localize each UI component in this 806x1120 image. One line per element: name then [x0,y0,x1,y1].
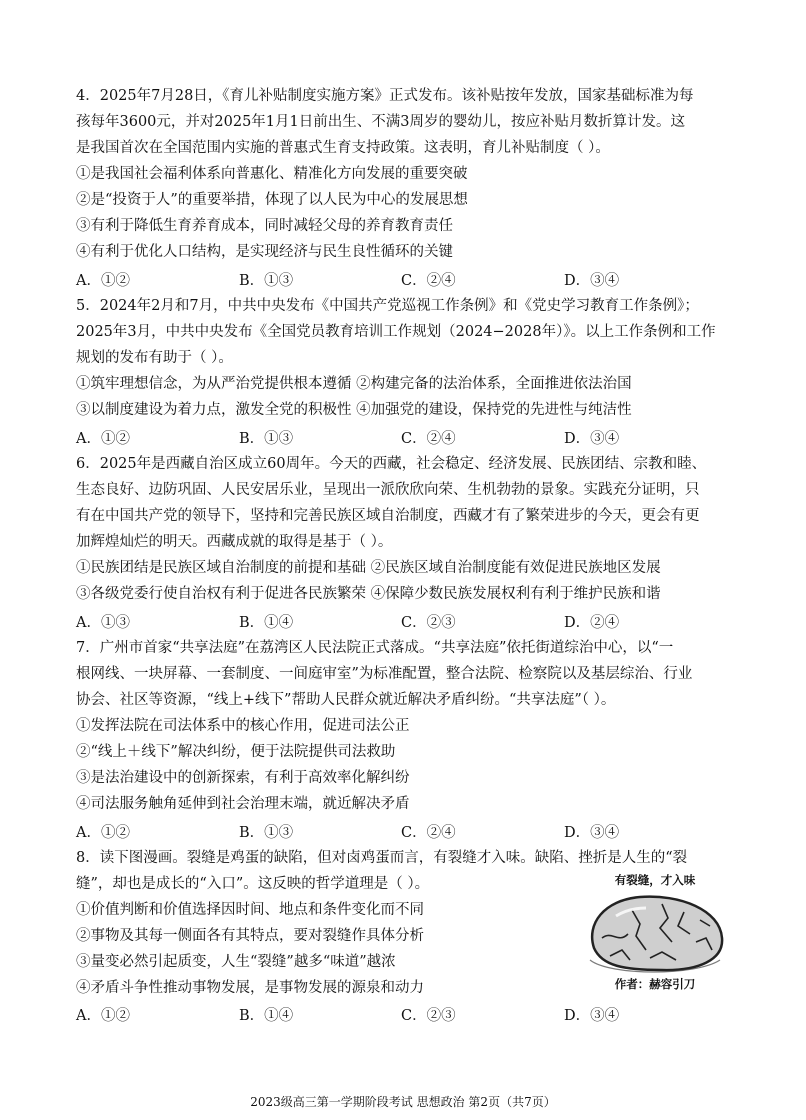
q8-option-b[interactable]: B．①④ [239,1008,294,1024]
q5-option-c[interactable]: C．②④ [401,431,456,447]
q6-option-c[interactable]: C．②③ [401,615,456,631]
q5-stem-line-3: 规划的发布有助于（ ）。 [76,350,233,366]
q7-statement-2: ②“线上＋线下”解决纠纷，便于法院提供司法救助 [76,744,396,760]
cracked-egg-icon [580,890,730,974]
cartoon-caption-bottom: 作者：赫容引刀 [614,977,696,991]
q5-stem-line-1: 5．2024年2月和7月，中共中央发布《中国共产党巡视工作条例》和《党史学习教育工作条例》； [76,298,699,314]
q5-statements-row-1: ①筑牢理想信念，为从严治党提供根本遵循 ②构建完备的法治体系，全面推进依法治国 [76,376,632,392]
q7-statement-1: ①发挥法院在司法体系中的核心作用，促进司法公正 [76,718,410,734]
q6-options [76,611,726,631]
q7-option-a[interactable]: A．①② [76,825,130,841]
q4-options [76,269,726,289]
q8-statement-1: ①价值判断和价值选择因时间、地点和条件变化而不同 [76,902,424,918]
q6-stem-line-4: 加辉煌灿烂的明天。西藏成就的取得是基于（ ）。 [76,534,393,550]
q4-statement-2: ②是“投资于人”的重要举措，体现了以人民为中心的发展思想 [76,192,468,208]
q6-option-a[interactable]: A．①③ [76,615,130,631]
q8-statement-2: ②事物及其每一侧面各有其特点，要对裂缝作具体分析 [76,928,424,944]
cartoon-caption-top: 有裂缝，才入味 [614,873,696,887]
q6-option-b[interactable]: B．①④ [239,615,294,631]
q8-stem-line-1: 8．读下图漫画。裂缝是鸡蛋的缺陷，但对卤鸡蛋而言，有裂缝才入味。缺陷、挫折是人生的“裂 [76,850,688,866]
q4-option-d[interactable]: D．③④ [564,273,620,289]
q5-options [76,427,726,447]
q6-stem-line-2: 生态良好、边防巩固、人民安居乐业，呈现出一派欣欣向荣、生机勃勃的景象。实践充分证明，只 [76,482,700,498]
q8-option-d[interactable]: D．③④ [564,1008,620,1024]
q5-statements-row-2: ③以制度建设为着力点，激发全党的积极性 ④加强党的建设，保持党的先进性与纯洁性 [76,402,632,418]
q6-stem-line-1: 6．2025年是西藏自治区成立60周年。今天的西藏，社会稳定、经济发展、民族团结、宗教和睦、 [76,456,707,472]
q5-option-d[interactable]: D．③④ [564,431,620,447]
q4-option-c[interactable]: C．②④ [401,273,456,289]
q4-option-a[interactable]: A．①② [76,273,130,289]
q4-statement-3: ③有利于降低生育养育成本，同时减轻父母的养育教育责任 [76,218,453,234]
q8-stem-line-2: 缝”，却也是成长的“入口”。这反映的哲学道理是（ ）。 [76,876,430,892]
q8-options [76,1004,726,1024]
q7-option-d[interactable]: D．③④ [564,825,620,841]
q6-stem-line-3: 有在中国共产党的领导下，坚持和完善民族区域自治制度，西藏才有了繁荣进步的今天，更会有更 [76,508,700,524]
page-footer: 2023级高三第一学期阶段考试 思想政治 第2页（共7页） [250,1095,556,1109]
q7-statement-4: ④司法服务触角延伸到社会治理末端，就近解决矛盾 [76,796,410,812]
q7-options [76,821,726,841]
q4-statement-1: ①是我国社会福利体系向普惠化、精准化方向发展的重要突破 [76,166,468,182]
q4-statement-4: ④有利于优化人口结构，是实现经济与民生良性循环的关键 [76,244,453,260]
q6-option-d[interactable]: D．②④ [564,615,620,631]
q7-stem-line-2: 根网线、一块屏幕、一套制度、一间庭审室”为标准配置，整合法院、检察院以及基层综治、行业 [76,666,693,682]
q7-option-b[interactable]: B．①③ [239,825,294,841]
q8-option-a[interactable]: A．①② [76,1008,130,1024]
q5-option-b[interactable]: B．①③ [239,431,294,447]
q5-stem-line-2: 2025年3月，中共中央发布《全国党员教育培训工作规划（2024−2028年）》。以上工作条例和工作 [76,324,716,340]
q4-stem-line-3: 是我国首次在全国范围内实施的普惠式生育支持政策。这表明，育儿补贴制度（ ）。 [76,140,610,156]
cartoon-figure [580,872,730,992]
q7-stem-line-3: 协会、社区等资源，“线上+线下”帮助人民群众就近解决矛盾纠纷。“共享法庭”（ ）。 [76,692,616,708]
q8-option-c[interactable]: C．②③ [401,1008,456,1024]
q7-statement-3: ③是法治建设中的创新探索，有利于高效率化解纠纷 [76,770,410,786]
q4-stem-line-1: 4．2025年7月28日，《育儿补贴制度实施方案》正式发布。该补贴按年发放，国家基础标准为每 [76,88,694,104]
q7-stem-line-1: 7．广州市首家“共享法庭”在荔湾区人民法院正式落成。“共享法庭”依托街道综治中心，以“一 [76,640,674,656]
q5-option-a[interactable]: A．①② [76,431,130,447]
q7-option-c[interactable]: C．②④ [401,825,456,841]
q8-statement-3: ③量变必然引起质变，人生“裂缝”越多“味道”越浓 [76,954,396,970]
q4-stem-line-2: 孩每年3600元，并对2025年1月1日前出生、不满3周岁的婴幼儿，按应补贴月数折算计发。这 [76,114,685,130]
q6-statements-row-1: ①民族团结是民族区域自治制度的前提和基础 ②民族区域自治制度能有效促进民族地区发展 [76,560,661,576]
q6-statements-row-2: ③各级党委行使自治权有利于促进各民族繁荣 ④保障少数民族发展权利有利于维护民族和谐 [76,586,661,602]
q4-option-b[interactable]: B．①③ [239,273,294,289]
q8-statement-4: ④矛盾斗争性推动事物发展，是事物发展的源泉和动力 [76,980,424,996]
